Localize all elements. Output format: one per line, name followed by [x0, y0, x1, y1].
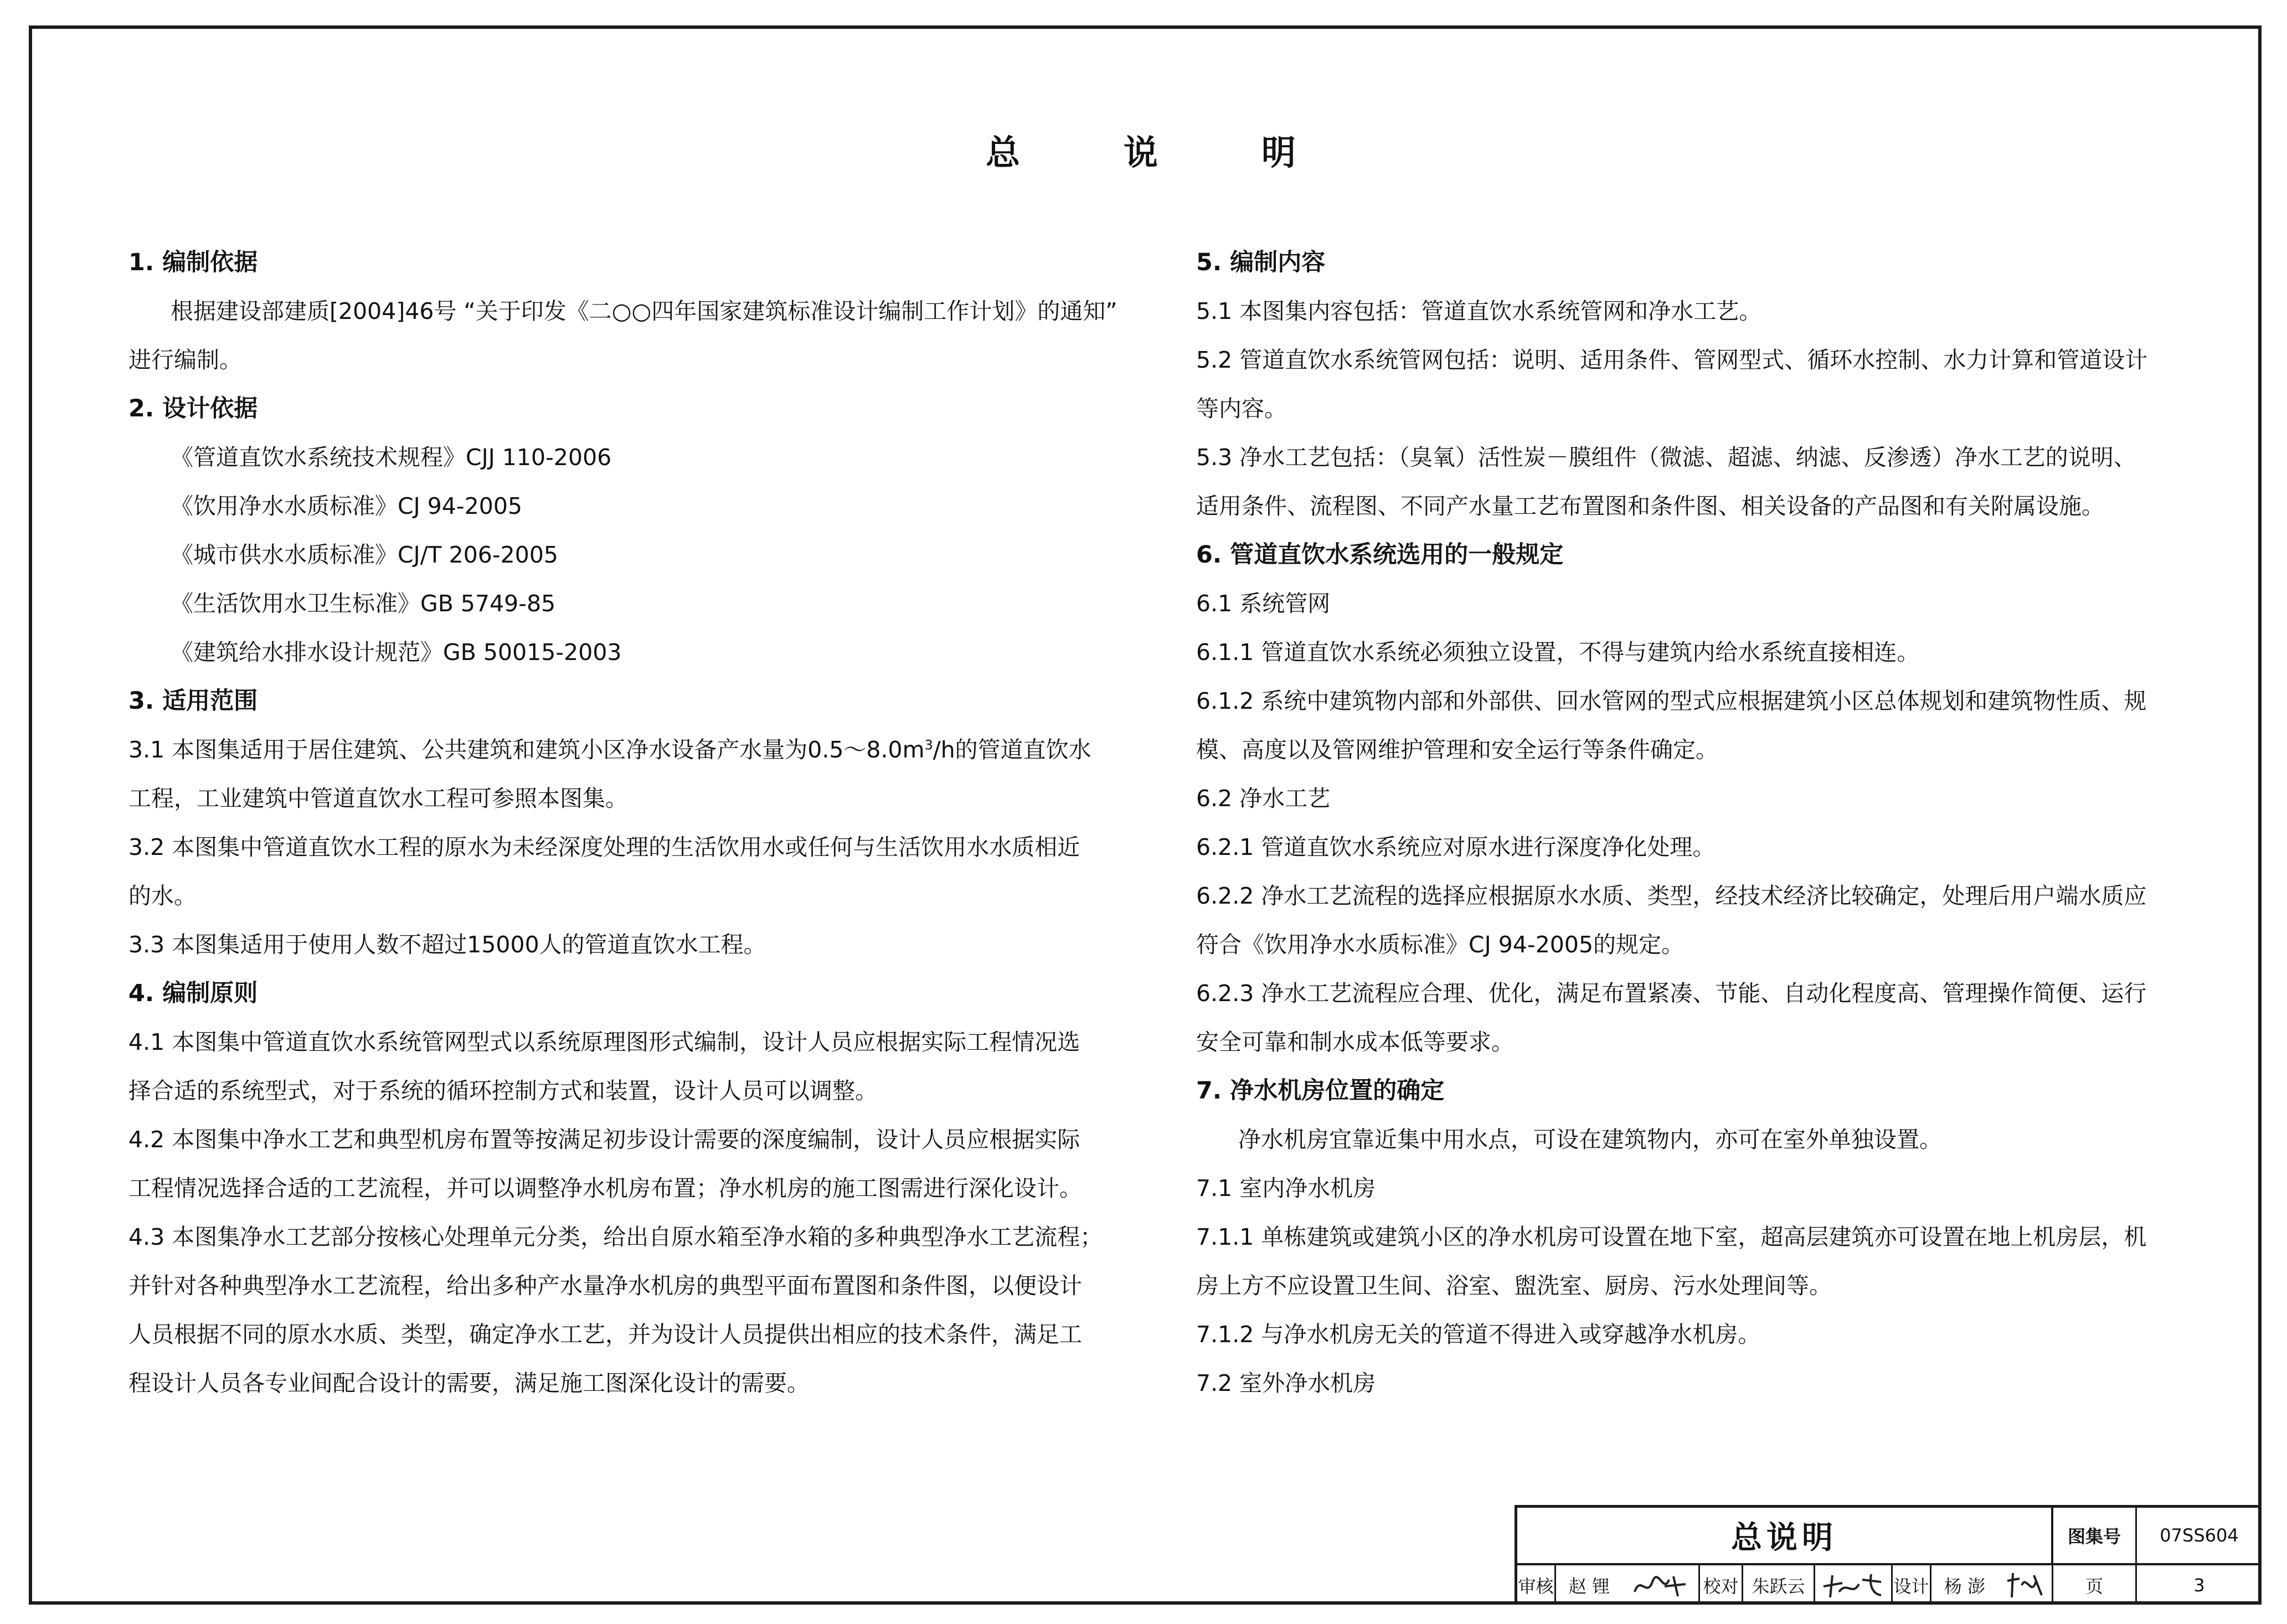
text-line: 程设计人员各专业间配合设计的需要，满足施工图深化设计的需要。	[128, 1370, 810, 1396]
check-label: 校对	[1700, 1565, 1743, 1605]
title-char: 明	[1261, 132, 1296, 173]
title-char: 说	[1123, 132, 1158, 173]
text-line: 5.3 净水工艺包括：（臭氧）活性炭－膜组件（微滤、超滤、纳滤、反渗透）净水工艺的说明、	[1196, 444, 2136, 471]
page-label: 页	[2053, 1565, 2137, 1605]
text-line: 净水机房宜靠近集中用水点，可设在建筑物内，亦可在室外单独设置。	[1238, 1126, 1942, 1153]
text-line: 7.1.2 与净水机房无关的管道不得进入或穿越净水机房。	[1196, 1321, 1761, 1348]
text-line: 《饮用净水水质标准》CJ 94-2005	[171, 493, 523, 519]
text-line: 4.2 本图集中净水工艺和典型机房布置等按满足初步设计需要的深度编制，设计人员应根据实际	[128, 1126, 1080, 1153]
left-column	[128, 238, 1120, 1408]
text-line: 进行编制。	[128, 347, 242, 373]
designer-signature	[1998, 1565, 2053, 1605]
text-line: 3.3 本图集适用于使用人数不超过15000人的管道直饮水工程。	[128, 931, 766, 958]
text-line: 4.3 本图集净水工艺部分按核心处理单元分类，给出自原水箱至净水箱的多种典型净水工艺流程；	[128, 1224, 1103, 1250]
text-line: 适用条件、流程图、不同产水量工艺布置图和条件图、相关设备的产品图和有关附属设施。	[1196, 493, 2104, 519]
text-line: 符合《饮用净水水质标准》CJ 94-2005的规定。	[1196, 931, 1685, 958]
text-line: 7.2 室外净水机房	[1196, 1370, 1376, 1396]
section-heading: 2. 设计依据	[128, 395, 258, 422]
text-line: 择合适的系统型式，对于系统的循环控制方式和装置，设计人员可以调整。	[128, 1077, 878, 1104]
text-line: 并针对各种典型净水工艺流程，给出多种产水量净水机房的典型平面布置图和条件图，以便设计	[128, 1272, 1082, 1299]
text-line: 《建筑给水排水设计规范》GB 50015-2003	[171, 639, 622, 666]
text-line: 工程情况选择合适的工艺流程，并可以调整净水机房布置；净水机房的施工图需进行深化设计。	[128, 1175, 1082, 1202]
text-line: 6.1 系统管网	[1196, 590, 1331, 617]
section-heading: 1. 编制依据	[128, 249, 258, 276]
text-line: 7.1.1 单栋建筑或建筑小区的净水机房可设置在地下室，超高层建筑亦可设置在地上机房层，机	[1196, 1224, 2147, 1250]
checker-name: 朱跃云	[1743, 1565, 1815, 1605]
title-char: 总	[986, 132, 1021, 173]
right-column	[1196, 238, 2171, 1408]
title-block-signature-row	[1517, 1565, 2262, 1605]
text-line: 《城市供水水质标准》CJ/T 206-2005	[171, 542, 559, 568]
page-title	[986, 125, 1296, 174]
text-line: 4.1 本图集中管道直饮水系统管网型式以系统原理图形式编制，设计人员应根据实际工程情况选	[128, 1029, 1080, 1055]
page-number: 3	[2193, 1574, 2205, 1596]
text-line: 安全可靠和制水成本低等要求。	[1196, 1029, 1514, 1055]
text-line: 《生活饮用水卫生标准》GB 5749-85	[171, 590, 556, 617]
text-line: 7.1 室内净水机房	[1196, 1175, 1376, 1202]
text-line: 6.2.1 管道直饮水系统应对原水进行深度净化处理。	[1196, 834, 1716, 860]
atlas-number-label: 图集号	[2053, 1508, 2137, 1565]
text-line: 5.1 本图集内容包括：管道直饮水系统管网和净水工艺。	[1196, 298, 1762, 324]
drawing-name: 总说明	[1517, 1508, 2053, 1565]
designer-name: 杨 澎	[1944, 1575, 1986, 1597]
text-line: 的水。	[128, 883, 197, 909]
section-heading: 4. 编制原则	[128, 979, 258, 1007]
reviewer-signature	[1622, 1565, 1700, 1605]
section-heading: 6. 管道直饮水系统选用的一般规定	[1196, 541, 1564, 569]
title-block	[1515, 1505, 2262, 1605]
text-line: 6.1.1 管道直饮水系统必须独立设置，不得与建筑内给水系统直接相连。	[1196, 639, 1920, 666]
text-line: 6.2.3 净水工艺流程应合理、优化，满足布置紧凑、节能、自动化程度高、管理操作简便、运行	[1196, 980, 2147, 1007]
section-heading: 5. 编制内容	[1196, 249, 1326, 276]
section-heading: 7. 净水机房位置的确定	[1196, 1077, 1445, 1105]
atlas-number: 07SS604	[2137, 1508, 2262, 1565]
text-line: 等内容。	[1196, 395, 1287, 422]
text-line: 6.2.2 净水工艺流程的选择应根据原水水质、类型，经技术经济比较确定，处理后用户端水质应	[1196, 883, 2147, 909]
reviewer-name: 赵 锂	[1568, 1575, 1610, 1597]
text-line: 6.2 净水工艺	[1196, 785, 1331, 812]
text-line: 工程，工业建筑中管道直饮水工程可参照本图集。	[128, 785, 628, 812]
checker-signature	[1815, 1565, 1893, 1605]
text-line: 3.2 本图集中管道直饮水工程的原水为未经深度处理的生活饮用水或任何与生活饮用水水质相近	[128, 834, 1080, 860]
text-line: 人员根据不同的原水水质、类型，确定净水工艺，并为设计人员提供出相应的技术条件，满足工	[128, 1321, 1082, 1348]
text-line: 《管道直饮水系统技术规程》CJJ 110-2006	[171, 444, 612, 471]
review-label: 审核	[1517, 1565, 1556, 1605]
text-line: 房上方不应设置卫生间、浴室、盥洗室、厨房、污水处理间等。	[1196, 1272, 1832, 1299]
text-line: 根据建设部建质[2004]46号 “关于印发《二○○四年国家建筑标准设计编制工作计划》的通知”	[171, 298, 1117, 324]
text-line: 3.1 本图集适用于居住建筑、公共建筑和建筑小区净水设备产水量为$0.5\sim 8.0m^3/h$的管道直饮水	[128, 736, 1091, 763]
text-line: 5.2 管道直饮水系统管网包括：说明、适用条件、管网型式、循环水控制、水力计算和管道设计	[1196, 347, 2148, 373]
design-label: 设计	[1893, 1565, 1931, 1605]
section-heading: 3. 适用范围	[128, 687, 258, 715]
text-line: 6.1.2 系统中建筑物内部和外部供、回水管网的型式应根据建筑小区总体规划和建筑物性质、规	[1196, 688, 2147, 714]
text-line: 模、高度以及管网维护管理和安全运行等条件确定。	[1196, 736, 1718, 763]
